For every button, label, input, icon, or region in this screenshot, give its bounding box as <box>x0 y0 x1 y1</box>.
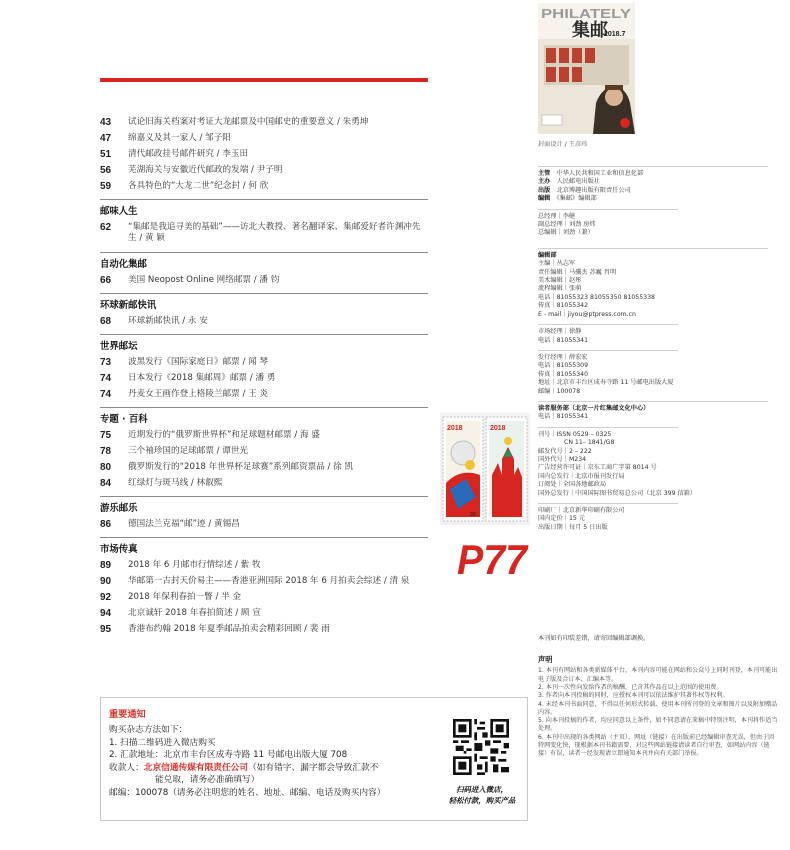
stamp-year-left: 2018 <box>447 425 463 432</box>
toc-entry[interactable] <box>100 576 428 592</box>
toc-entry[interactable] <box>100 181 428 197</box>
toc-entry-title: 红绿灯与斑马线 / 林叡熙 <box>128 478 223 488</box>
toc-entry-title: 2018 年 6 月邮市行情综述 / 紫 牧 <box>128 560 261 570</box>
declaration <box>538 656 778 759</box>
toc-entry-title: 华邮第一古封天价易主——香港亚洲国际 2018 年 6 月拍卖会综述 / 清 泉 <box>128 576 410 586</box>
section-divider <box>100 537 428 538</box>
toc-entry[interactable] <box>100 222 428 250</box>
toc-entry[interactable] <box>100 357 428 373</box>
toc-page-number: 75 <box>100 430 112 441</box>
info-row: 邮发代号｜2 – 222 <box>538 447 592 455</box>
payee-label: 收款人： <box>109 762 144 773</box>
info-row: 电话｜81055309 <box>538 362 589 370</box>
info-row: 主办 人民邮电出版社 <box>538 178 600 186</box>
info-row: 地址｜北京市丰台区成寿寺路 11 号邮电出版大厦 <box>538 379 674 387</box>
print-info <box>538 507 778 532</box>
distribution-info <box>538 354 778 396</box>
info-row: 印刷厂｜北京新华印刷有限公司 <box>538 507 625 514</box>
payee-note: （如有错字、漏字都会导致汇款不 <box>248 762 379 773</box>
toc-entry[interactable] <box>100 117 428 133</box>
section-divider <box>100 252 428 253</box>
notice-line <box>109 762 439 775</box>
toc-entry[interactable] <box>100 608 428 624</box>
toc-page-number: 59 <box>100 181 112 192</box>
management-info <box>538 213 778 238</box>
info-row: 市场经理｜徐静 <box>538 328 582 336</box>
editorial-info: 编辑部 主编｜丛志军 责任编辑｜马骥杰 苏巍 肖明 美术编辑｜赵彤 流程编辑｜张萌 电话｜81055323 81055350 81055338 传真｜81055342 E - mail｜jiyou@ptpress.com.cn <box>538 252 778 319</box>
toc-entry-title: 清代邮政挂号邮件研究 / 李玉田 <box>128 149 249 159</box>
market-info <box>538 328 778 345</box>
info-row: 主管 中华人民共和国工业和信息化部 <box>538 170 644 177</box>
divider <box>538 350 678 351</box>
info-row: CN 11– 1841/G8 <box>564 439 615 447</box>
toc-section <box>100 293 428 332</box>
divider <box>538 427 678 428</box>
notice-line: 1. 扫描二维码进入微店购买 <box>109 737 216 748</box>
info-row: 责任编辑｜马骥杰 苏巍 肖明 <box>538 268 617 276</box>
toc-entry[interactable] <box>100 275 428 291</box>
declaration-item: 5. 向本刊投稿的作者，均应同意以上条件，如不同意请在来稿中特别注明，本刊将作适当处理。 <box>538 717 778 733</box>
stamp-year-right: 2018 <box>490 425 506 432</box>
toc-entry-title: 波黑发行《国际家庭日》邮票 / 闻 琴 <box>128 357 268 367</box>
masthead-info <box>538 170 778 204</box>
toc-entry-title: 香港布约翰 2018 年夏季邮品拍卖会精彩回顾 / 裴 雨 <box>128 624 330 634</box>
toc-section <box>100 334 428 405</box>
section-title: 邮味人生 <box>100 206 138 217</box>
declaration-title: 声明 <box>538 655 553 664</box>
toc-entry-title: 俄罗斯发行的“2018 年世界杯足球赛”系列邮资票品 / 徐 凯 <box>128 462 354 472</box>
toc-entry-title: 各具特色的“大龙二世”纪念封 / 何 欣 <box>128 181 269 191</box>
info-row: 总经理｜李健 <box>538 212 576 220</box>
section-title: 游乐邮乐 <box>100 503 138 514</box>
top-red-rule <box>100 78 428 82</box>
toc-section <box>100 199 428 250</box>
toc-entry-title: 环球新邮快讯 / 永 安 <box>128 316 208 326</box>
payee-name: 北京信通传媒有限责任公司 <box>143 762 248 773</box>
toc-page-number: 43 <box>100 117 112 128</box>
toc-section <box>100 407 428 494</box>
info-row: 国内定价｜15 元 <box>538 515 585 523</box>
table-of-contents <box>100 117 428 640</box>
notice-body <box>109 724 439 800</box>
toc-entry[interactable] <box>100 165 428 181</box>
toc-page-number: 73 <box>100 357 112 368</box>
divider <box>538 401 768 402</box>
toc-entry[interactable] <box>100 462 428 478</box>
toc-entry[interactable] <box>100 592 428 608</box>
toc-page-number: 80 <box>100 462 112 473</box>
publication-info <box>538 431 778 498</box>
declaration-item: 4. 未经本刊书面同意，不得以任何形式转载、使用本刊所刊登的文章和图片以及附加赠品内容。 <box>538 700 778 716</box>
toc-entry-title: 日本发行《2018 集邮周》邮票 / 潘 勇 <box>128 373 276 383</box>
section-title: 环球新邮快讯 <box>100 300 157 311</box>
cover-credit: 封面设计 / 王彦玮 <box>538 141 588 148</box>
info-row: 国内总发行｜北京市报刊发行局 <box>538 472 625 480</box>
notice-line: 购买杂志方法如下： <box>109 725 188 735</box>
info-row: 出版日期｜每月 5 日出版 <box>538 523 608 531</box>
toc-page-number: 74 <box>100 389 112 400</box>
toc-page-number: 66 <box>100 275 112 286</box>
info-row: 电话｜81055323 81055350 81055338 <box>538 293 655 301</box>
info-row: 刊号｜ISSN 0529 – 0325 <box>538 430 612 438</box>
toc-entry-title: 北京诚轩 2018 年春拍简述 / 顾 宣 <box>128 608 261 618</box>
divider <box>538 248 768 249</box>
info-row: 国外总发行｜中国国际图书贸易总公司（北京 399 信箱） <box>538 489 697 497</box>
cover-issue: 2018.7 <box>604 31 626 38</box>
toc-page-number: 84 <box>100 478 112 489</box>
toc-entry[interactable] <box>100 373 428 389</box>
qr-caption: 扫码进入微店， 轻松付款，购买产品 <box>448 785 516 805</box>
toc-entry-title: 芜湖海关与安徽近代邮政的发端 / 尹子明 <box>128 165 283 175</box>
info-row: 电话｜81055341 <box>538 413 589 421</box>
toc-entry[interactable] <box>100 430 428 446</box>
toc-page-number: 51 <box>100 149 112 160</box>
declaration-item: 2. 本刊一次性向发给作者的稿酬，已含其作品在以上范围的使用费。 <box>538 684 723 691</box>
page-marker-p77 <box>457 533 529 581</box>
notice-line: 2. 汇款地址：北京市丰台区成寿寺路 11 号邮电出版大厦 708 <box>109 750 348 761</box>
svg-text:P77: P77 <box>457 536 529 581</box>
publisher-info <box>538 166 778 537</box>
section-divider <box>100 334 428 335</box>
magazine-cover-image <box>538 3 635 134</box>
stamp-denomination: 2₽ <box>470 512 476 518</box>
toc-entry-title: 2018 年保利春拍一瞥 / 半 金 <box>128 592 242 602</box>
toc-entry-title: 美国 Neopost Online 网络邮票 / 潘 钧 <box>128 275 280 285</box>
toc-entry[interactable] <box>100 133 428 149</box>
notice-line: 邮编：100078（请务必注明您的姓名、地址、邮编、电话及购买内容） <box>109 787 386 798</box>
section-divider <box>100 293 428 294</box>
toc-entry[interactable] <box>100 446 428 462</box>
info-row: 主编｜丛志军 <box>538 260 576 268</box>
toc-entry[interactable] <box>100 149 428 165</box>
divider <box>538 324 678 325</box>
info-row: 副总经理｜刘劲 房炜 <box>538 221 596 229</box>
section-title: 市场传真 <box>100 544 138 555</box>
info-row: 传真｜81055342 <box>538 302 589 310</box>
toc-entry[interactable] <box>100 560 428 576</box>
info-row: 出版 北京博趣出版有限责任公司 <box>538 186 631 194</box>
declaration-item: 3. 作者向本刊投稿的同时，应授权本刊可以依法维护其著作权等权利。 <box>538 692 729 700</box>
toc-section <box>100 537 428 640</box>
toc-page-number: 89 <box>100 560 112 571</box>
toc-page-number: 92 <box>100 592 112 603</box>
toc-entry[interactable] <box>100 478 428 494</box>
cover-masthead: PHILATELY <box>541 6 632 21</box>
info-row: 广告经营许可证｜京东工商广字第 8014 号 <box>538 464 657 472</box>
qr-code-icon[interactable] <box>453 719 509 775</box>
info-row: 美术编辑｜赵彤 <box>538 277 582 285</box>
toc-entry-title: 绵嘉义及其一家人 / 邹子阳 <box>128 133 231 143</box>
notice-title: 重要通知 <box>109 709 146 720</box>
toc-entry[interactable] <box>100 519 428 535</box>
declaration-item: 1. 本刊有网站和各类新媒体平台，本刊内容可能在网站和公众号上同时刊登，本刊可能出电子版及合订本、汇编本等。 <box>538 667 778 683</box>
toc-page-number: 78 <box>100 446 112 457</box>
declaration-item: 6. 本刊中出现的各类网站（主页）、网址（链接）在出版前已经编辑审查无误，但由于因特网变化快，现根据本刊书籍需要，对这些网站链接请读者自行审查，如网站内容（链接）有误，读者一经发现请立即通知本刊并向有关部门举报。 <box>538 733 775 758</box>
info-row: 国外代号｜M234 <box>538 455 587 463</box>
section-divider <box>100 199 428 200</box>
info-row: 发行经理｜薛宏宏 <box>538 353 588 361</box>
toc-page-number: 94 <box>100 608 112 619</box>
section-divider <box>100 407 428 408</box>
toc-page-number: 90 <box>100 576 112 587</box>
toc-entry-title: 近期发行的“俄罗斯世界杯”和足球题材邮票 / 海 盛 <box>128 430 320 440</box>
toc-page-number: 86 <box>100 519 112 530</box>
info-row: 电话｜81055341 <box>538 336 589 344</box>
toc-entry[interactable] <box>100 389 428 405</box>
toc-page-number: 68 <box>100 316 112 327</box>
divider <box>538 503 678 504</box>
info-row: 流程编辑｜张萌 <box>538 285 582 293</box>
reader-service-info: 读者服务部（北京一片红集邮文化中心） 电话｜81055341 <box>538 405 778 422</box>
toc-page-number: 62 <box>100 222 112 233</box>
world-cup-stamp-image <box>440 413 530 525</box>
toc-entry-title: 三个袖珍国的足球邮票 / 谭世光 <box>128 446 249 456</box>
toc-page-number: 56 <box>100 165 112 176</box>
toc-page-number: 95 <box>100 624 112 635</box>
toc-entry[interactable] <box>100 624 428 640</box>
info-row: E - mail｜jiyou@ptpress.com.cn <box>538 310 636 318</box>
toc-entry-title: “集邮是我追寻美的基础”——访北大教授、著名翻译家、集邮爱好者许渊冲先生 / 黄 颖 <box>128 222 421 243</box>
section-divider <box>100 496 428 497</box>
divider <box>538 166 768 167</box>
info-row: 总编辑｜刘劲（兼） <box>538 229 594 237</box>
info-row: 传真｜81055340 <box>538 370 589 378</box>
info-row: 订阅处｜全国各地邮政局 <box>538 481 607 489</box>
info-row: 邮编｜100078 <box>538 387 581 395</box>
notice-line: 能兑取，请务必准确填写） <box>155 775 260 786</box>
divider <box>538 209 678 210</box>
section-title: 世界邮坛 <box>100 341 138 352</box>
toc-page-number: 74 <box>100 373 112 384</box>
toc-entry[interactable] <box>100 316 428 332</box>
toc-page-number: 47 <box>100 133 112 144</box>
toc-entry-title: 德国法兰克福“邮”迹 / 黄锡昌 <box>128 519 240 529</box>
misprint-note: 本刊如有印装差错，请寄回编辑部调换。 <box>538 635 650 642</box>
toc-entry-title: 试论旧海关档案对考证大龙邮票及中国邮史的重要意义 / 朱勇坤 <box>128 117 369 127</box>
purchase-notice <box>100 697 528 821</box>
cover-title: 集邮 <box>572 20 608 41</box>
toc-entry-title: 丹麦女王画作登上格陵兰邮票 / 王 炎 <box>128 389 268 399</box>
toc-section <box>100 252 428 291</box>
section-title: 自动化集邮 <box>100 259 147 270</box>
section-title: 专题 · 百科 <box>100 414 148 425</box>
info-row: 编辑 《集邮》编辑部 <box>538 195 597 203</box>
toc-section <box>100 496 428 535</box>
